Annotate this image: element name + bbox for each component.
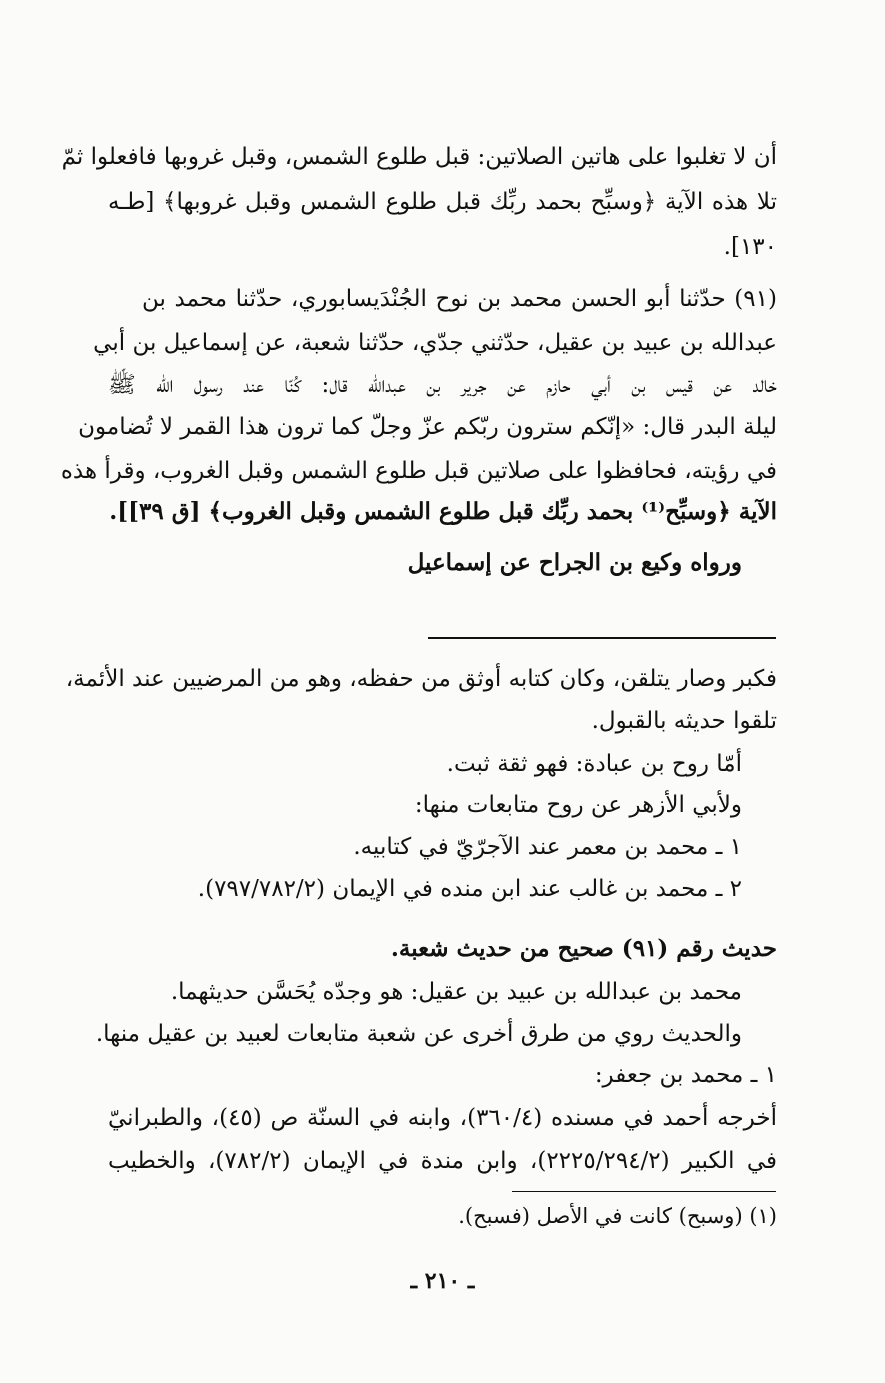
commentary-line: والحديث روي من طرق أخرى عن شعبة متابعات لعبيد بن عقيل منها. (95, 1021, 742, 1047)
main-line: ١٣٠]. (723, 234, 777, 260)
main-line: ليلة البدر قال: «إنّكم سترون ربّكم عزّ وجلّ كما ترون هذا القمر لا تُضامون (78, 414, 777, 440)
main-line: أن لا تغلبوا على هاتين الصلاتين: قبل طلوع الشمس، وقبل غروبها فافعلوا ثمّ (61, 144, 777, 170)
footnote-separator (512, 1191, 776, 1192)
commentary-line: ١ ـ محمد بن جعفر: (594, 1062, 777, 1088)
commentary-line: في الكبير (٢٢٢٥/٢٩٤/٢)، وابن مندة في الإيمان (٧٨٢/٢)، والخطيب (108, 1148, 777, 1174)
main-line: تلا هذه الآية ﴿وسبِّح بحمد ربِّك قبل طلوع الشمس وقبل غروبها﴾ [طـه (108, 189, 777, 215)
main-line: عبدالله بن عبيد بن عقيل، حدّثني جدّي، حدّثنا شعبة، عن إسماعيل بن أبي (93, 330, 777, 356)
main-line: الآية ﴿وسبِّح⁽¹⁾ بحمد ربِّك قبل طلوع الشمس وقبل الغروب﴾ [ق ٣٩]]. (109, 498, 777, 525)
commentary-line: ١ ـ محمد بن معمر عند الآجرّيّ في كتابيه. (353, 834, 742, 860)
commentary-line: تلقوا حديثه بالقبول. (591, 708, 777, 734)
page-number: ـ ٢١٠ ـ (410, 1268, 475, 1294)
commentary-line: ولأبي الأزهر عن روح متابعات منها: (414, 792, 742, 818)
main-line: في رؤيته، فحافظوا على صلاتين قبل طلوع الشمس وقبل الغروب، وقرأ هذه (60, 458, 777, 484)
main-line: (٩١) حدّثنا أبو الحسن محمد بن نوح الجُنْدَيسابوري، حدّثنا محمد بن (142, 286, 777, 312)
footnote: (١) (وسبح) كانت في الأصل (فسبح). (458, 1204, 777, 1228)
main-line: خالد عن قيس بن أبي حازم عن جرير بن عبدالله قال: كُنّا عند رسول الله ﷺ (108, 372, 777, 398)
commentary-line: محمد بن عبدالله بن عبيد بن عقيل: هو وجدّه يُحَسَّن حديثهما. (170, 979, 742, 1005)
commentary-heading: حديث رقم (٩١) صحيح من حديث شعبة. (390, 935, 777, 962)
commentary-line: أخرجه أحمد في مسنده (٣٦٠/٤)، وابنه في السنّة ص (٤٥)، والطبرانيّ (108, 1105, 777, 1131)
commentary-line: أمّا روح بن عبادة: فهو ثقة ثبت. (446, 751, 742, 777)
commentary-separator (428, 637, 776, 639)
main-line: ورواه وكيع بن الجراح عن إسماعيل (407, 549, 742, 576)
commentary-line: فكبر وصار يتلقن، وكان كتابه أوثق من حفظه، وهو من المرضيين عند الأئمة، (65, 666, 777, 692)
commentary-line: ٢ ـ محمد بن غالب عند ابن منده في الإيمان (٧٩٧/٧٨٢/٢). (197, 876, 742, 902)
